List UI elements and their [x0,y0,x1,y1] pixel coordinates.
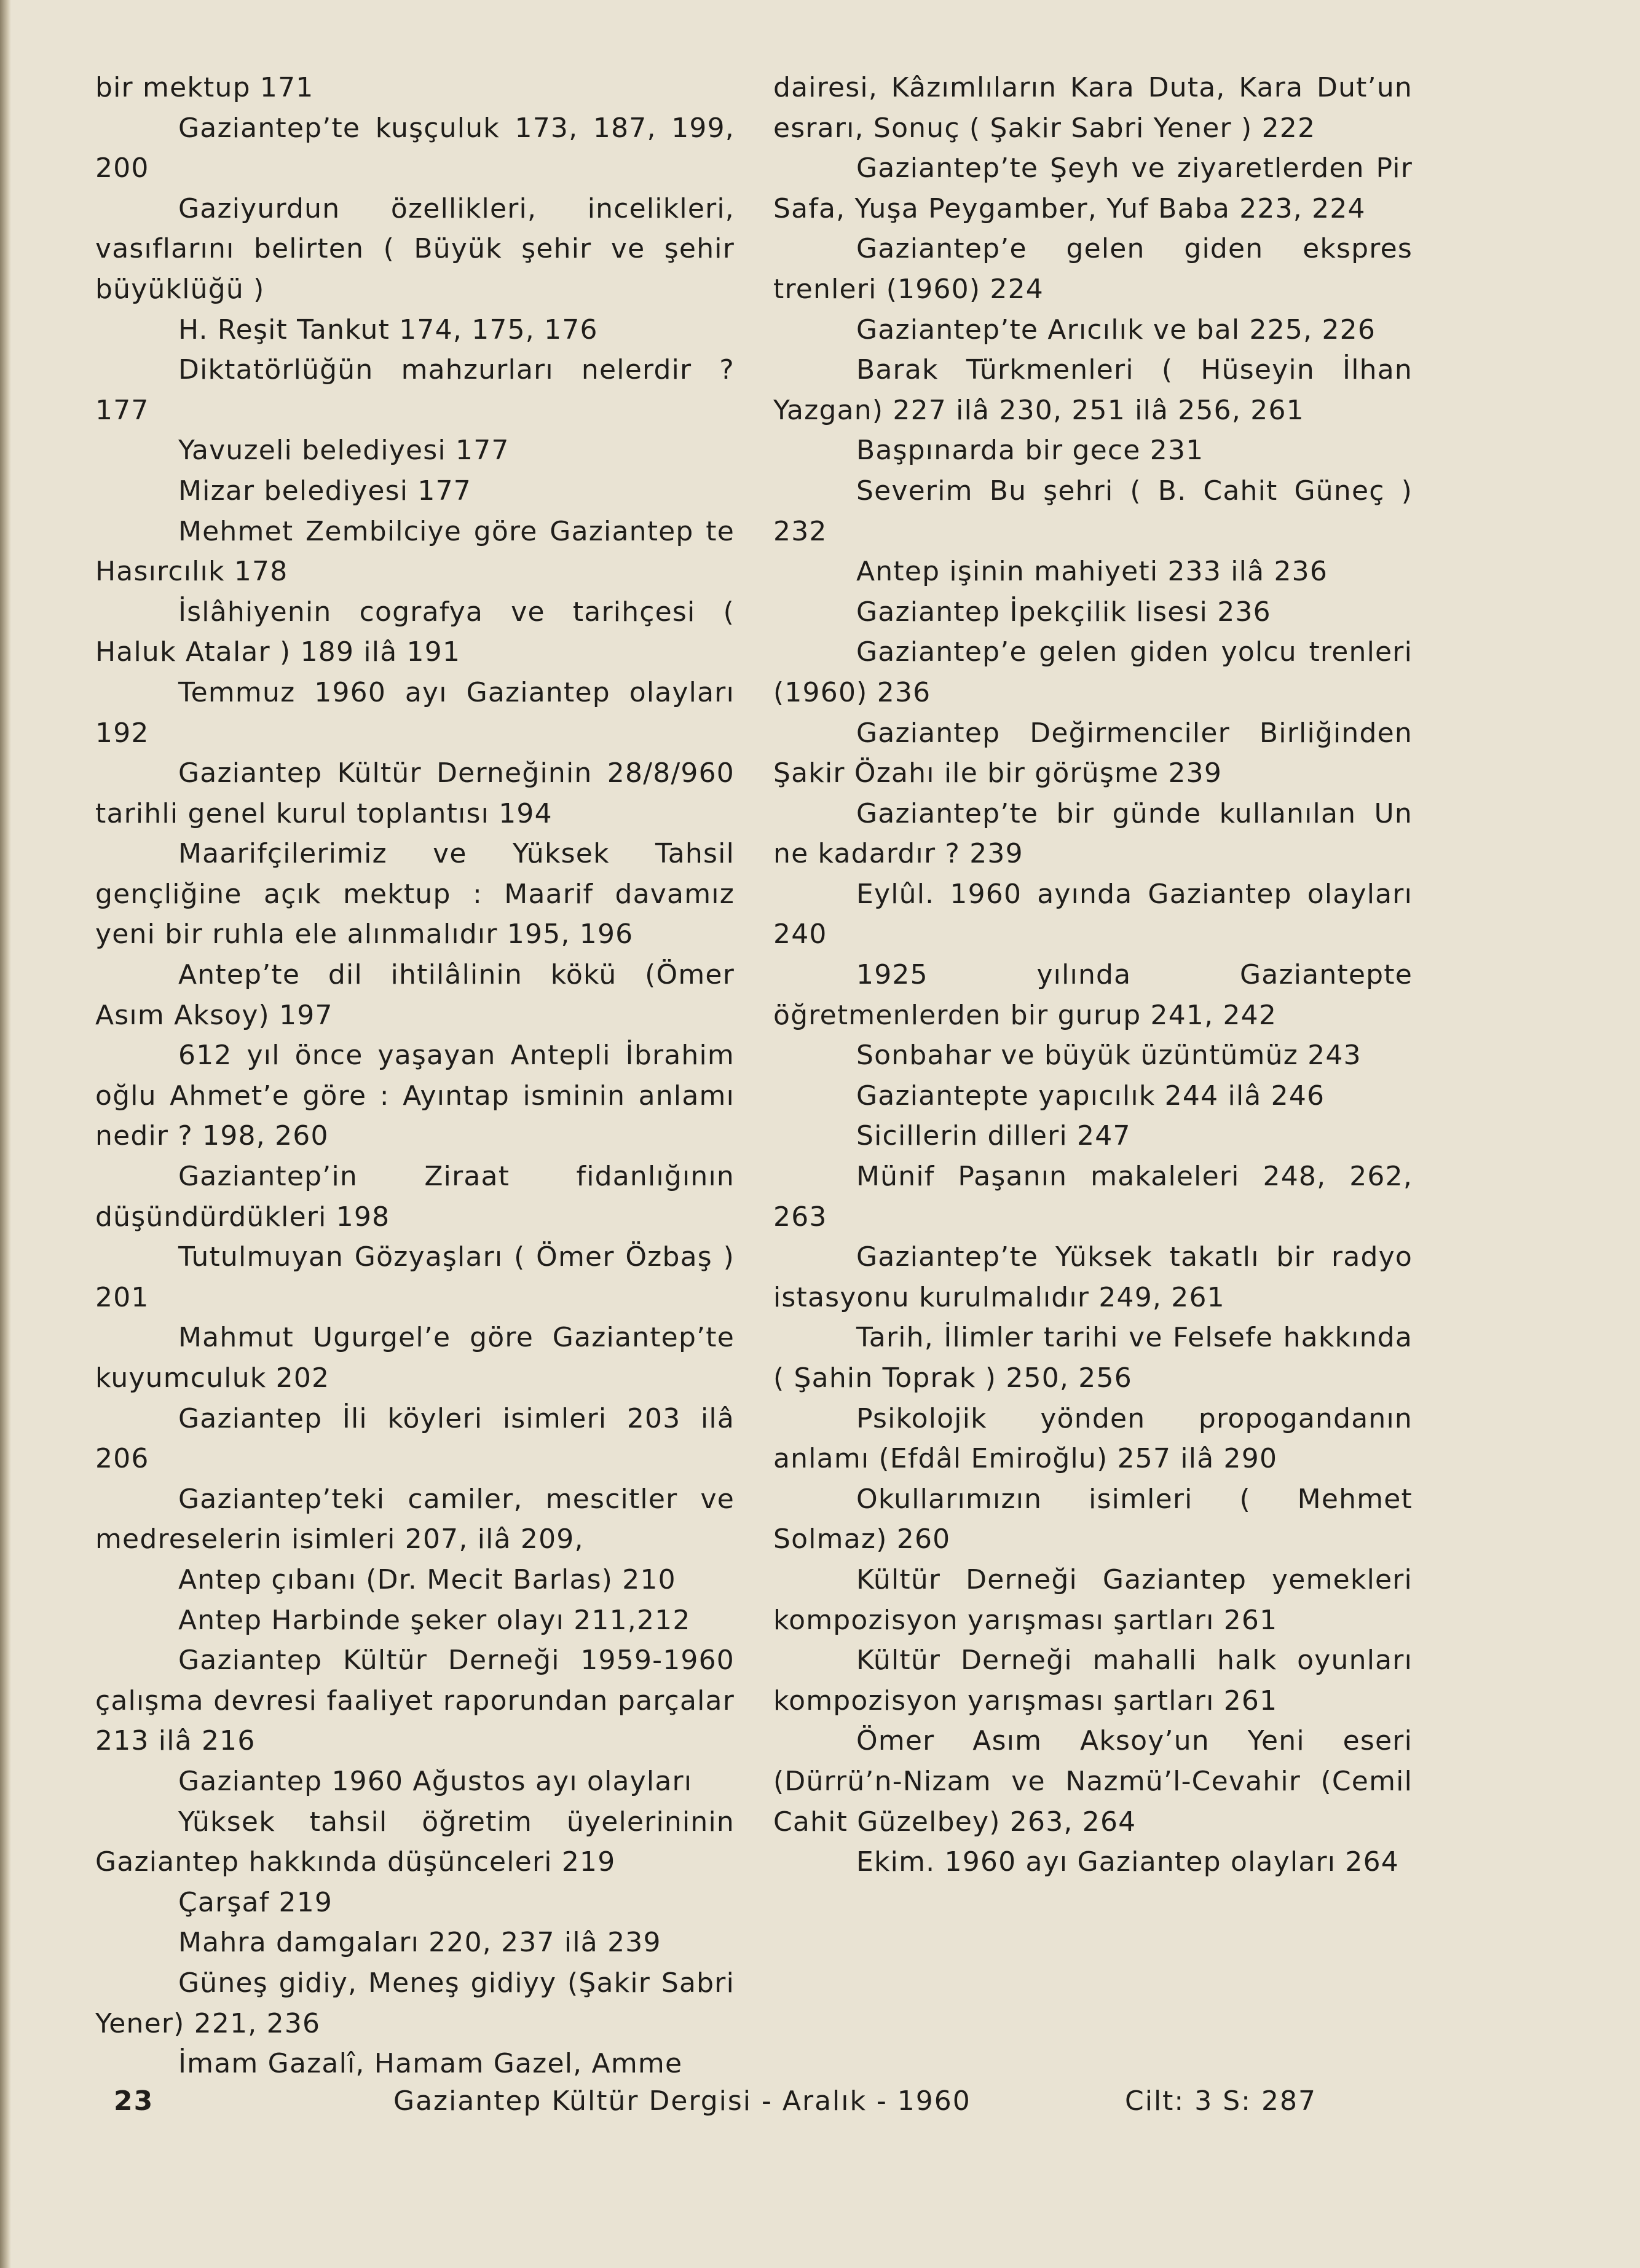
index-entry: Başpınarda bir gece 231 [856,435,1204,467]
index-entry: Kültür Derneği Gaziantep yemekleri kompozisyon yarışması şartları 261 [773,1563,1413,1636]
index-entry: Gaziantep’e gelen giden ekspres trenleri (1960) 224 [773,233,1413,305]
index-entry: Mehmet Zembilciye göre Gaziantep te Hasırcılık 178 [95,515,735,588]
index-entry: dairesi, Kâzımlıların Kara Duta, Kara Dut’un esrarı, Sonuç ( Şakir Sabri Yener ) 222 [773,72,1413,144]
index-entry: Gaziantep’teki camiler, mescitler ve medreselerin isimleri 207, ilâ 209, [95,1483,735,1555]
index-entry: Yüksek tahsil öğretim üyelerininin Gaziantep hakkında düşünceleri 219 [95,1806,735,1878]
index-entry: Kültür Derneği mahalli halk oyunları kompozisyon yarışması şartları 261 [773,1645,1413,1717]
index-entry: Temmuz 1960 ayı Gaziantep olayları 192 [95,676,735,749]
index-entry: Gaziantep’te bir günde kullanılan Un ne kadardır ? 239 [773,797,1413,870]
index-entry: Barak Türkmenleri ( Hüseyin İlhan Yazgan) 227 ilâ 230, 251 ilâ 256, 261 [773,354,1413,426]
index-entry: 1925 yılında Gaziantepte öğretmenlerden bir gurup 241, 242 [773,959,1413,1031]
index-entry: Gaziantep’te Şeyh ve ziyaretlerden Pir Safa, Yuşa Peygamber, Yuf Baba 223, 224 [773,152,1413,224]
index-entry: Ekim. 1960 ayı Gaziantep olayları 264 [856,1846,1399,1878]
index-entry: Gaziantep’in Ziraat fidanlığının düşündürdükleri 198 [95,1161,735,1233]
index-entry: bir mektup 171 [95,72,314,103]
index-entry: Gaziantep’te Arıcılık ve bal 225, 226 [856,314,1376,346]
index-entry: Mahmut Ugurgel’e göre Gaziantep’te kuyumculuk 202 [95,1322,735,1394]
index-entry: Gaziantep İli köyleri isimleri 203 ilâ 206 [95,1402,735,1475]
index-entry: Sonbahar ve büyük üzüntümüz 243 [856,1040,1362,1072]
index-entry: Diktatörlüğün mahzurları nelerdir ? 177 [95,354,735,426]
page-number: 23 [114,2085,154,2117]
index-entry: Eylûl. 1960 ayında Gaziantep olayları 240 [773,878,1413,950]
index-entry: Severim Bu şehri ( B. Cahit Güneç ) 232 [773,475,1413,547]
index-entry: Mizar belediyesi 177 [178,475,471,507]
index-entry: Okullarımızın isimleri ( Mehmet Solmaz) 260 [773,1483,1413,1555]
index-entry: Gaziyurdun özellikleri, incelikleri, vasıflarını belirten ( Büyük şehir ve şehir büyüklüğü ) [95,192,735,305]
index-entry: Gaziantep’te Yüksek takatlı bir radyo istasyonu kurulmalıdır 249, 261 [773,1241,1413,1313]
index-entry: Tarih, İlimler tarihi ve Felsefe hakkında ( Şahin Toprak ) 250, 256 [773,1322,1413,1394]
index-entry: Yavuzeli belediyesi 177 [178,435,510,467]
index-entry: Gaziantep İpekçilik lisesi 236 [856,596,1271,628]
index-entry: Gaziantep 1960 Ağustos ayı olayları [178,1765,693,1797]
index-entry: Antep çıbanı (Dr. Mecit Barlas) 210 [178,1563,676,1595]
index-entry: Gaziantep Kültür Derneğinin 28/8/960 tarihli genel kurul toplantısı 194 [95,757,735,829]
index-entry: Tutulmuyan Gözyaşları ( Ömer Özbaş ) 201 [95,1241,735,1313]
index-entry: Antep işinin mahiyeti 233 ilâ 236 [856,556,1328,588]
index-entry: H. Reşit Tankut 174, 175, 176 [178,314,598,346]
index-entry: Maarifçilerimiz ve Yüksek Tahsil gençliğine açık mektup : Maarif davamız yeni bir ruhla ele alınmalıdır 195, 196 [95,838,735,950]
index-entry: Gaziantep Kültür Derneği 1959-1960 çalışma devresi faaliyet raporundan parçalar 213 ilâ 216 [95,1645,735,1757]
index-entry: Gaziantepte yapıcılık 244 ilâ 246 [856,1080,1325,1112]
index-entry: Mahra damgaları 220, 237 ilâ 239 [178,1927,661,1959]
index-entry: İmam Gazalî, Hamam Gazel, Amme [178,2048,683,2080]
index-column-right [773,68,1413,1883]
index-entry: Ömer Asım Aksoy’un Yeni eseri (Dürrü’n-Nizam ve Nazmü’l-Cevahir (Cemil Cahit Güzelbey) 263, 264 [773,1725,1413,1838]
index-entry: İslâhiyenin cografya ve tarihçesi ( Haluk Atalar ) 189 ilâ 191 [95,596,735,668]
binding-edge [0,0,11,2268]
index-entry: Gaziantep’te kuşçuluk 173, 187, 199, 200 [95,112,735,184]
journal-title: Gaziantep Kültür Dergisi - Aralık - 1960 [393,2085,971,2117]
volume-issue: Cilt: 3 S: 287 [1125,2085,1317,2117]
index-entry: Psikolojik yönden propogandanın anlamı (Efdâl Emiroğlu) 257 ilâ 290 [773,1402,1413,1475]
index-entry: Münif Paşanın makaleleri 248, 262, 263 [773,1161,1413,1233]
index-column-left [95,68,735,2084]
page-footer [0,2085,1640,2128]
index-entry: 612 yıl önce yaşayan Antepli İbrahim oğlu Ahmet’e göre : Ayıntap isminin anlamı nedir ? 198, 260 [95,1040,735,1152]
index-entry: Antep Harbinde şeker olayı 211,212 [178,1604,691,1636]
index-entry: Gaziantep’e gelen giden yolcu trenleri (1960) 236 [773,636,1413,708]
index-entry: Sicillerin dilleri 247 [856,1120,1131,1152]
index-entry: Antep’te dil ihtilâlinin kökü (Ömer Asım Aksoy) 197 [95,959,735,1031]
index-entry: Güneş gidiy, Meneş gidiyy (Şakir Sabri Yener) 221, 236 [95,1967,735,2039]
index-entry: Gaziantep Değirmenciler Birliğinden Şakir Özahı ile bir görüşme 239 [773,717,1413,789]
index-entry: Çarşaf 219 [178,1886,333,1918]
